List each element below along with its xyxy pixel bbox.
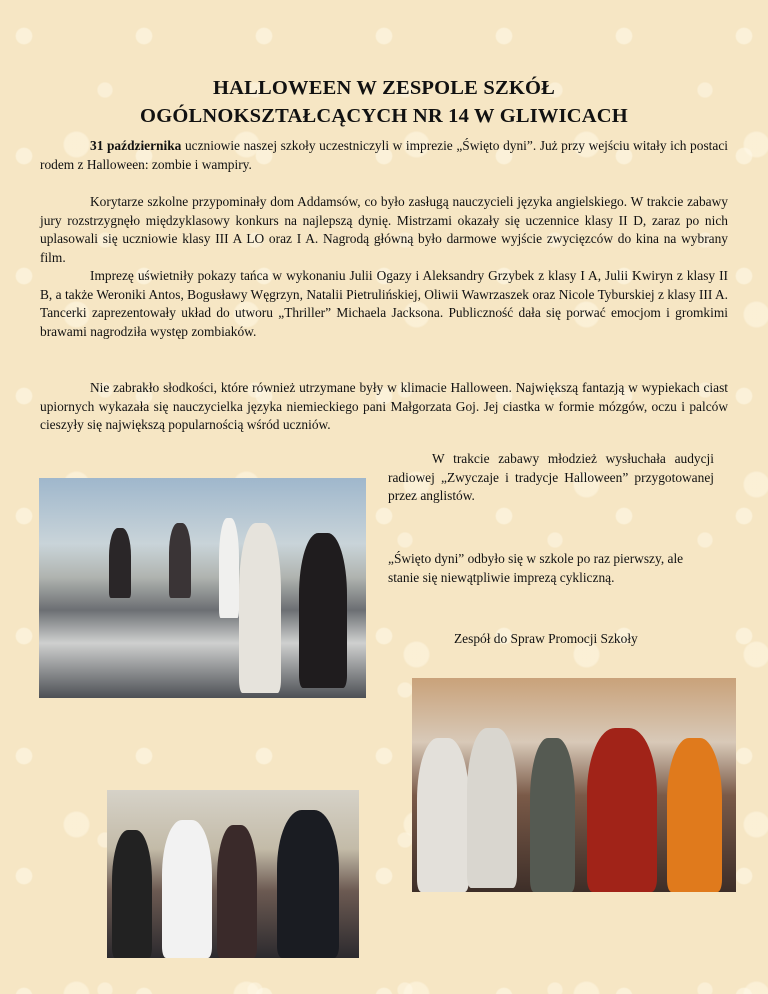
photo-figure	[667, 738, 722, 892]
paragraph-first-time: „Święto dyni” odbyło się w szkole po raz pierwszy, ale stanie się niewątpliwie imprezą cykliczną.	[388, 551, 684, 585]
photo-figure	[219, 518, 239, 618]
photo-figure	[467, 728, 517, 888]
paragraph-intro	[40, 137, 728, 174]
photo-award-handshake	[107, 790, 359, 958]
title-line-2: OGÓLNOKSZTAŁCĄCYCH NR 14 W GLIWICACH	[140, 105, 628, 127]
paragraph-radio: W trakcie zabawy młodzież wysłuchała audycji radiowej „Zwyczaje i tradycje Halloween” przygotowanej przez anglistów.	[388, 451, 714, 504]
photo-figure	[417, 738, 469, 892]
photo-dance-corridor	[39, 478, 366, 698]
page-title	[60, 74, 708, 130]
photo-figure	[162, 820, 212, 958]
photo-figure	[169, 523, 191, 598]
photo-figure	[530, 738, 575, 892]
photo-figure	[112, 830, 152, 958]
paragraph-contest: Korytarze szkolne przypominały dom Addamsów, co było zasługą nauczycieli języka angielskiego. W trakcie zabawy jury rozstrzygnęło międzyklasowy konkurs na najlepszą dynię. Mistrzami okazały się uczennice klasy II D, zaraz po nich uplasowali się uczniowie klasy III A LO oraz I A. Nagrodą główną było darmowe wyjście zwycięzców do kina na wybrany film.	[40, 194, 728, 265]
title-line-1: HALLOWEEN W ZESPOLE SZKÓŁ	[212, 77, 556, 99]
paragraph-dance: Imprezę uświetniły pokazy tańca w wykonaniu Julii Ogazy i Aleksandry Grzybek z klasy I A, Julii Kwiryn z klasy II B, a także Weroniki Antos, Bogusławy Węgrzyn, Natalii Pietrulińskiej, Oliwii Wawrzaszek oraz Nicole Tyburskiej z klasy III A. Tancerki zaprezentowały układ do utworu „Thriller” Michaela Jacksona. Publiczność dała się porwać emocjom i gromkimi brawami nagrodziła występ zombiaków.	[40, 268, 728, 339]
paragraph-sweets: Nie zabrakło słodkości, które również utrzymane były w klimacie Halloween. Największą fantazją w wypiekach ciast upiornych wykazała się nauczycielka języka niemieckiego pani Małgorzata Goj. Jej ciastka w formie mózgów, oczu i palców cieszyły się największą popularnością wśród uczniów.	[40, 380, 728, 433]
photo-figure	[587, 728, 657, 892]
photo-figure	[217, 825, 257, 958]
photo-figure	[109, 528, 131, 598]
photo-figure	[239, 523, 281, 693]
date-highlight: 31 października	[90, 138, 182, 153]
photo-figure	[299, 533, 347, 688]
photo-costume-group	[412, 678, 736, 892]
signature: Zespół do Spraw Promocji Szkoły	[454, 631, 638, 646]
photo-figure	[277, 810, 339, 958]
paragraph-intro-text: uczniowie naszej szkoły uczestniczyli w imprezie „Święto dyni”. Już przy wejściu witały ich postaci rodem z Halloween: zombie i wampiry.	[40, 138, 728, 172]
